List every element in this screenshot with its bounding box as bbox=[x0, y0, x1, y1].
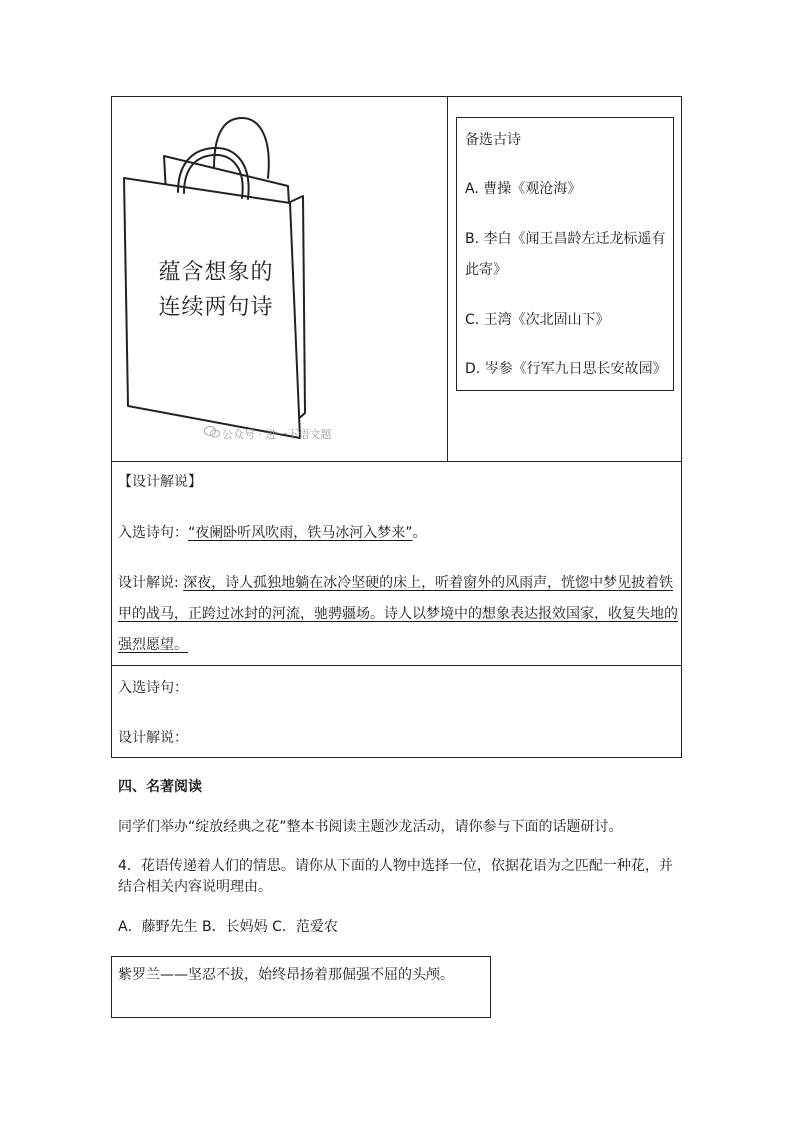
explain-line-1 bbox=[118, 573, 673, 593]
table-divider-2 bbox=[111, 665, 682, 666]
question4-line2: 结合相关内容说明理由。 bbox=[118, 879, 272, 895]
table-column-divider bbox=[447, 96, 448, 462]
poem-options-title: 备选古诗 bbox=[465, 132, 521, 148]
explain-label: 设计解说: bbox=[118, 575, 184, 591]
poem-options-box bbox=[456, 117, 674, 391]
blank-selected-label: 入选诗句： bbox=[118, 680, 188, 696]
poem-option-d: D. 岑参《行军九日思长安故园》 bbox=[465, 361, 667, 377]
bag-caption-line2: 连续两句诗 bbox=[158, 295, 274, 320]
table-border-right bbox=[681, 96, 682, 758]
poem-option-a: A. 曹操《观沧海》 bbox=[465, 181, 582, 197]
section-title: 四、名著阅读 bbox=[118, 779, 202, 795]
selected-poem-end: 。 bbox=[412, 525, 427, 541]
bag-caption-line1: 蕴含想象的 bbox=[158, 260, 274, 285]
explain-text-1: 深夜，诗人孤独地躺在冰冷坚硬的床上，听着窗外的风雨声，恍惚中梦见披着铁 bbox=[183, 575, 674, 591]
selected-poem-label: 入选诗句： bbox=[118, 525, 188, 541]
watermark-text: 公众号 · 进一下语文题 bbox=[222, 428, 332, 441]
table-divider-1 bbox=[111, 461, 682, 462]
question4-choices: A．藤野先生 B．长妈妈 C．范爱农 bbox=[118, 919, 338, 935]
selected-poem-quote: “夜阑卧听风吹雨，铁马冰河入梦来” bbox=[188, 525, 413, 541]
section-intro: 同学们举办“绽放经典之花”整本书阅读主题沙龙活动，请你参与下面的话题研讨。 bbox=[118, 819, 623, 835]
poem-option-b: B. 李白《闻王昌龄左迁龙标遥有 bbox=[465, 231, 666, 247]
poem-option-c: C. 王湾《次北固山下》 bbox=[465, 312, 610, 328]
table-border-bottom bbox=[111, 757, 682, 758]
table-border-top bbox=[111, 96, 682, 97]
table-border-left bbox=[111, 96, 112, 758]
blank-explain-label: 设计解说： bbox=[118, 730, 188, 746]
example-text: 紫罗兰——坚忍不拔，始终昂扬着那倔强不屈的头颅。 bbox=[118, 967, 454, 983]
wechat-icon bbox=[204, 426, 220, 438]
selected-poem-line bbox=[118, 523, 427, 543]
explain-text-3: 强烈愿望。 bbox=[118, 637, 188, 653]
question4-line1: 4．花语传递着人们的情思。请你从下面的人物中选择一位，依据花语为之匹配一种花，并 bbox=[118, 858, 673, 874]
poem-option-b-cont: 此寄》 bbox=[465, 262, 507, 278]
explain-text-2: 甲的战马，正跨过冰封的河流，驰骋疆场。诗人以梦境中的想象表达报效国家，收复失地的 bbox=[118, 606, 678, 622]
design-header: 【设计解说】 bbox=[118, 474, 202, 490]
